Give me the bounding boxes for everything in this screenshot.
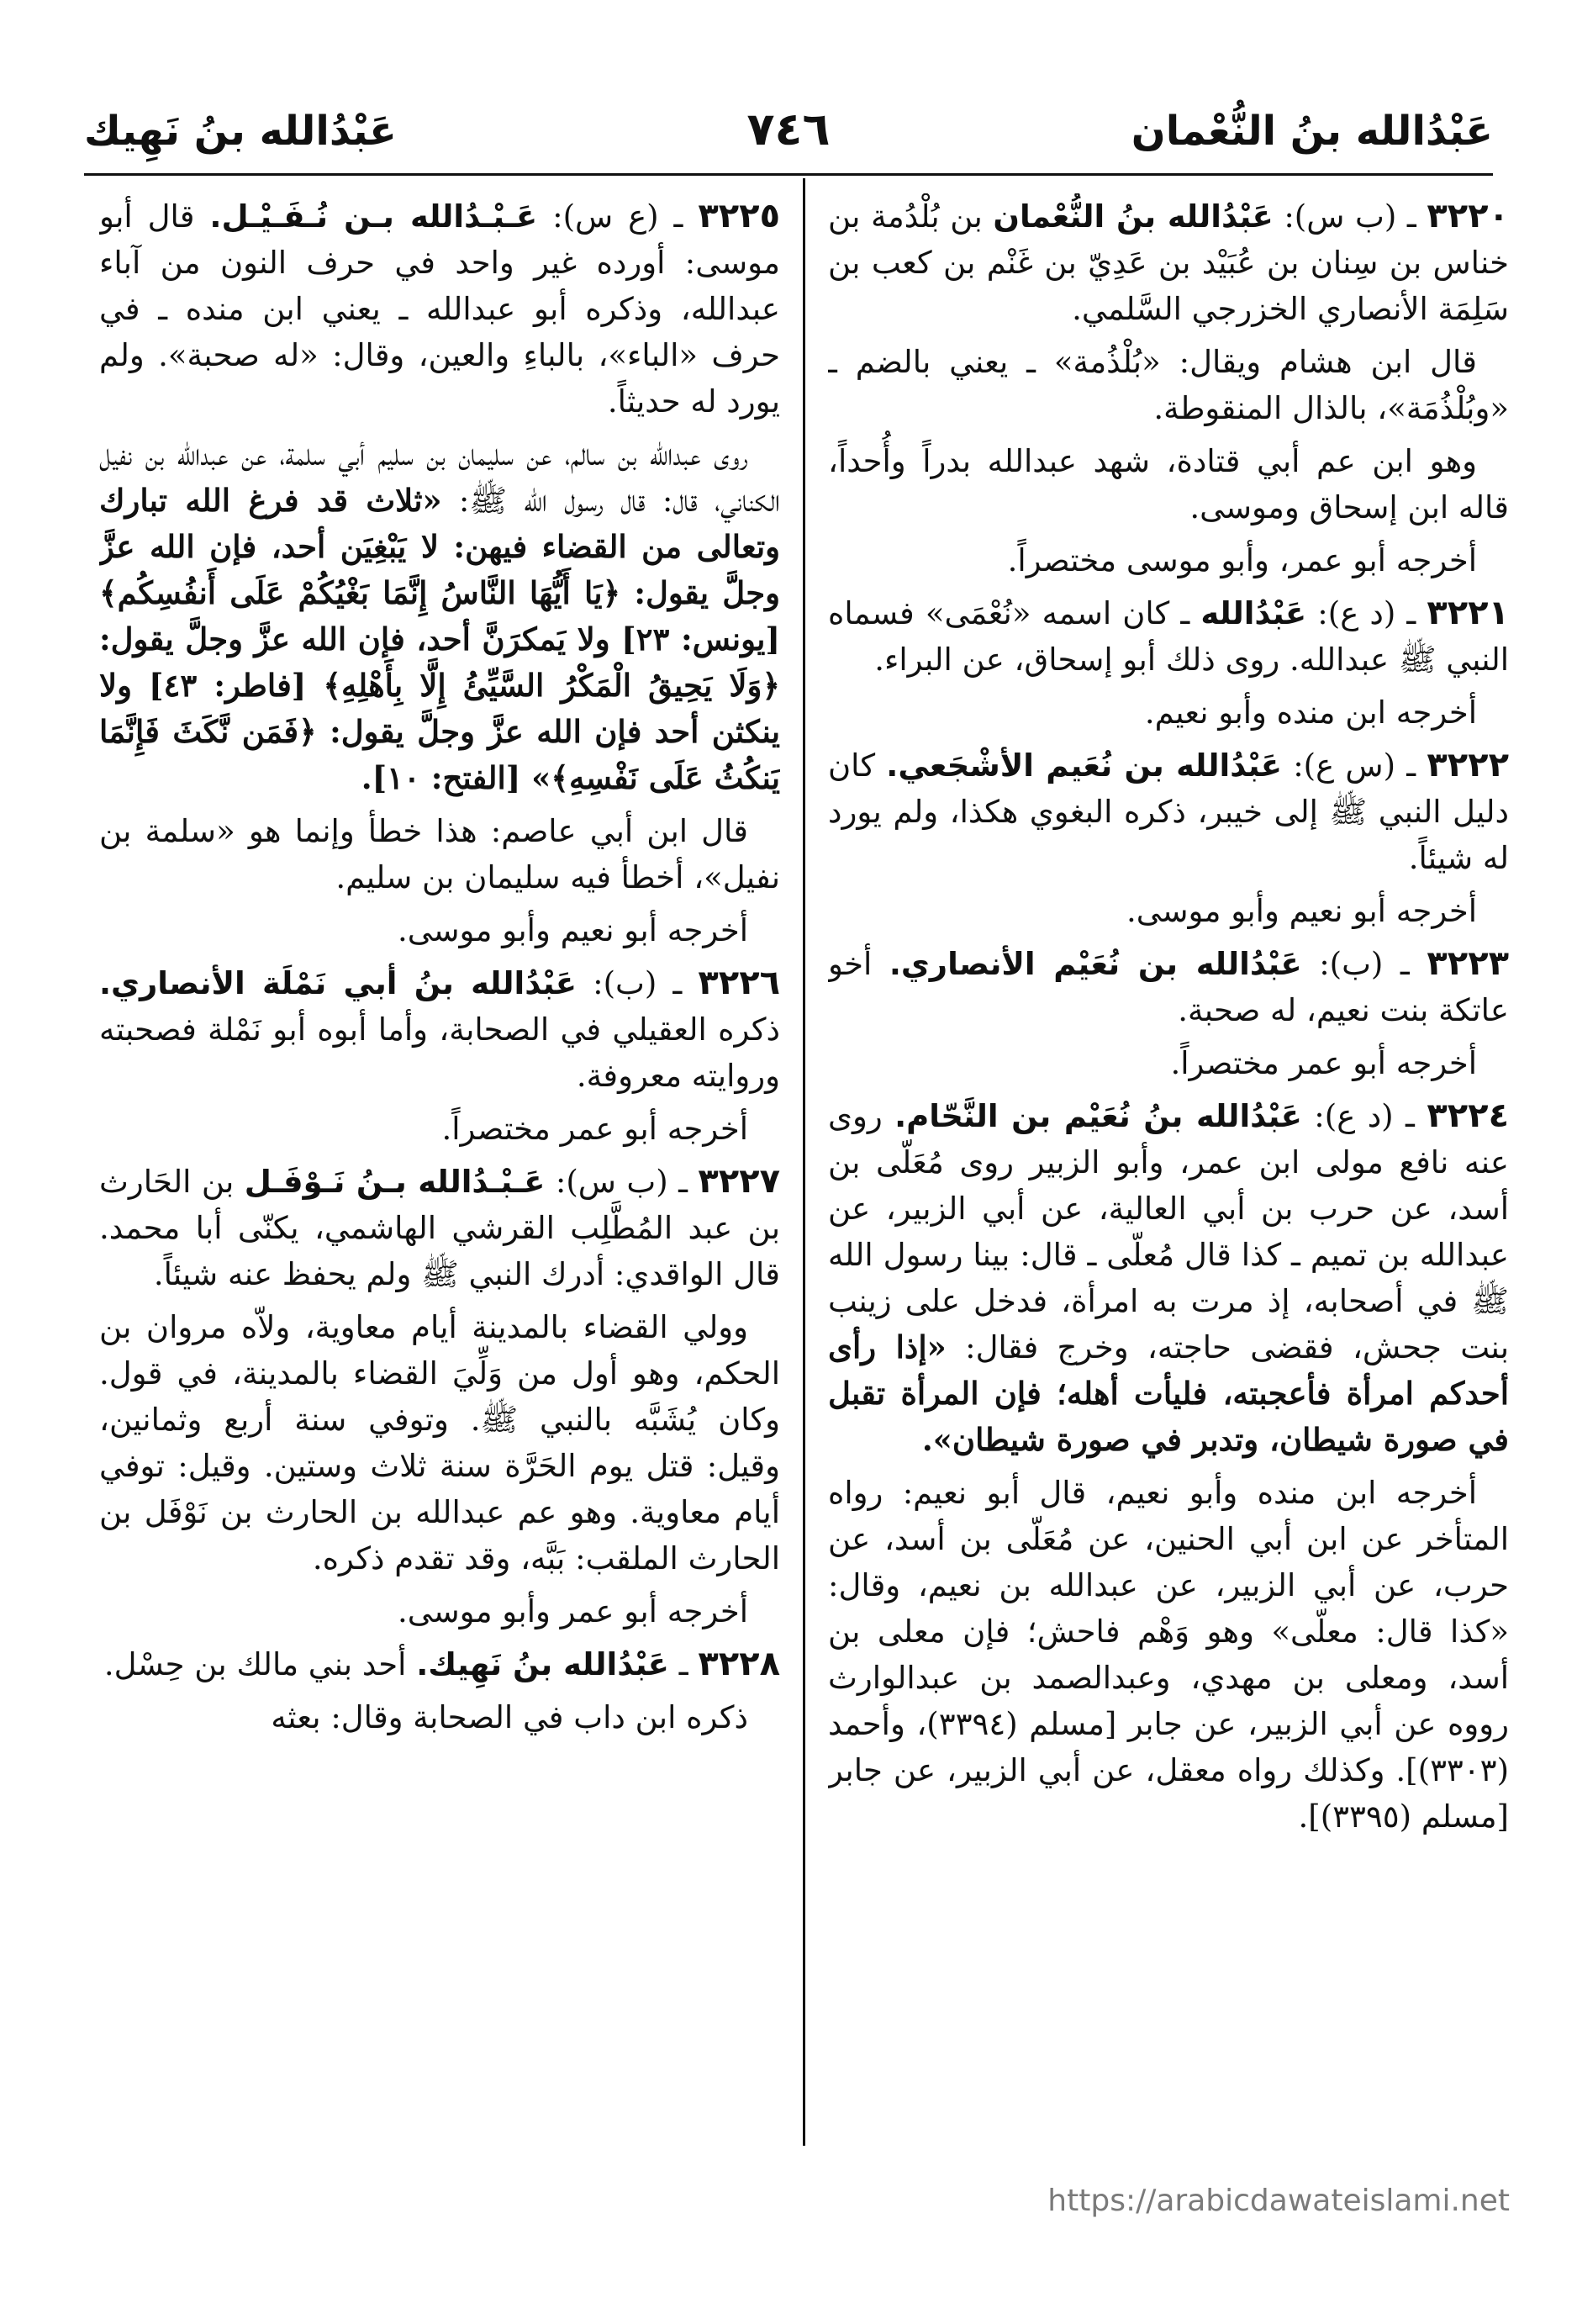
left-column (99, 193, 780, 2136)
running-title-left: عَبْدُالله بنُ نَهِيك (84, 108, 397, 155)
entry-tag: ـ (د ع): (1306, 595, 1427, 631)
entry-name: عَبْدُالله بنُ نُعَيْم بن النَّحّام. (894, 1098, 1302, 1134)
paragraph: أخرجه ابن منده وأبو نعيم، قال أبو نعيم: رواه المتأخر عن ابن أبي الحنين، عن مُعَلّى بن أسد، عن حرب، عن أبي الزبير، عن عبدالله بن نعيم، وقال: «كذا قال: معلّى» وهو وَهْم فاحش؛ فإن معلى بن أسد، ومعلى بن مهدي، وعبدالصمد بن عبدالوارث رووه عن أبي الزبير، عن جابر [مسلم (٣٣٩٤)، وأحمد (٣٣٠٣)]. وكذلك رواه معقل، عن أبي الزبير، عن جابر [مسلم (٣٣٩٥)]. (828, 1475, 1509, 1835)
entry-3224 (828, 1093, 1509, 1463)
paragraph-text: روى عبدالله بن سالم، عن سليمان بن سليم أبي سلمة، عن عبدالله بن نفيل الكناني، قال: قال رسول الله ﷺ: (99, 436, 780, 519)
entry-text: أخو عاتكة بنت نعيم، له صحبة. (828, 946, 1509, 1028)
entry-3225 (99, 193, 780, 425)
paragraph: قال ابن هشام ويقال: «بُلْذُمة» ـ يعني بالضم ـ «وبُلْذُمَة»، بالذال المنقوطة. (828, 344, 1509, 426)
paragraph (99, 431, 780, 801)
entry-number: ٣٢٢٣ (1427, 944, 1509, 983)
source-line: أخرجه أبو عمر وأبو موسى. (398, 1593, 748, 1629)
source-line: أخرجه أبو نعيم وأبو موسى. (1126, 893, 1477, 929)
paragraph: ذكره ابن داب في الصحابة وقال: بعثه (271, 1699, 748, 1735)
entry-tag: ـ (س ع): (1281, 747, 1427, 784)
entry-text: ـ كان اسمه «نُعْمَى» فسماه النبي ﷺ عبدالله. روى ذلك أبو إسحاق، عن البراء. (828, 595, 1509, 678)
entry-number: ٣٢٢١ (1427, 594, 1509, 632)
right-column (828, 193, 1509, 2136)
entry-name: عَـبْـدُالله بـن نُـفَـيْـل. (209, 198, 538, 235)
entry-name: عَبْدُالله بنُ نَهِيك. (416, 1646, 669, 1682)
entry-tag: ـ (ع س): (537, 198, 699, 235)
page-header (84, 99, 1493, 177)
entry-3227 (99, 1159, 780, 1297)
entry-tag: ـ (ب س): (545, 1164, 699, 1200)
entry-name: عَبْدُالله بن نُعَيم الأشْجَعي. (886, 747, 1282, 784)
entry-3221 (828, 590, 1509, 683)
column-divider (803, 178, 805, 2146)
entry-3228 (99, 1641, 780, 1688)
entry-number: ٣٢٢٥ (698, 197, 780, 235)
entry-3222 (828, 742, 1509, 881)
hadith-text: «ثلاث قد فرغ الله تبارك وتعالى من القضاء فيهن: لا يَبْغِيَن أحد، فإن الله عزَّ وجلَّ يقول: ﴿يَا أَيُّهَا النَّاسُ إِنَّمَا بَغْيُكُمْ عَلَى أَنفُسِكُم﴾ [يونس: ٢٣] ولا يَمكرَنَّ أحد، فإن الله عزَّ وجلَّ يقول: ﴿وَلَا يَحِيقُ الْمَكْرُ السَّيِّئُ إِلَّا بِأَهْلِهِ﴾ [فاطر: ٤٣] ولا ينكثن أحد فإن الله عزَّ وجلَّ يقول: ﴿فَمَن نَّكَثَ فَإِنَّمَا يَنكُثُ عَلَى نَفْسِهِ﴾» [الفتح: ١٠]. (99, 482, 780, 796)
entry-number: ٣٢٢٧ (698, 1162, 780, 1201)
entry-3220 (828, 193, 1509, 332)
entry-tag: ـ (ب س): (1273, 198, 1427, 235)
entry-text: روى عنه نافع مولى ابن عمر، وأبو الزبير روى مُعَلّى بن أسد، عن حرب بن أبي العالية، عن أبي الزبير، عن عبدالله بن تميم ـ كذا قال مُعلّى ـ قال: بينا رسول الله ﷺ في أصحابه، إذ مرت به امرأة، فدخل على زينب بنت جحش، فقضى حاجته، وخرج فقال: (828, 1098, 1509, 1365)
entry-text: أحد بني مالك بن حِسْل. (103, 1646, 417, 1682)
watermark-url: https://arabicdawateislami.net (1047, 2184, 1510, 2218)
entry-number: ٣٢٢٢ (1427, 746, 1509, 784)
entry-name: عَـبْـدُالله بـنُ نَـوْفَـل (244, 1164, 546, 1200)
running-title-right: عَبْدُالله بنُ النُّعْمان (1131, 108, 1493, 155)
entry-text: كان دليل النبي ﷺ إلى خيبر، ذكره البغوي هكذا، ولم يورد له شيئاً. (828, 747, 1509, 876)
page-number: ٧٤٦ (746, 103, 831, 156)
entry-tag: ـ (668, 1646, 699, 1682)
source-line: أخرجه أبو نعيم وأبو موسى. (397, 912, 748, 948)
entry-number: ٣٢٢٨ (698, 1645, 780, 1683)
paragraph: وولي القضاء بالمدينة أيام معاوية، ولاّه مروان بن الحكم، وهو أول من وَلِّيَ القضاء بالمدينة، في قول. وكان يُشَبَّه بالنبي ﷺ. وتوفي سنة أربع وثمانين، وقيل: قتل يوم الحَرَّة سنة ثلاث وستين. وقيل: توفي أيام معاوية. وهو عم عبدالله بن الحارث بن نَوْفَل بن الحارث الملقب: بَبَّه، وقد تقدم ذكره. (99, 1309, 780, 1577)
entry-text: ذكره العقيلي في الصحابة، وأما أبوه أبو نَمْلة فصحبته وروايته معروفة. (99, 1011, 780, 1094)
source-line: أخرجه أبو عمر مختصراً. (1170, 1045, 1477, 1081)
entry-tag: ـ (د ع): (1301, 1098, 1427, 1134)
entry-name: عَبْدُالله بن نُعَيْم الأنصاري. (889, 946, 1302, 982)
source-line: أخرجه أبو عمر مختصراً. (441, 1111, 748, 1147)
entry-number: ٣٢٢٤ (1427, 1096, 1509, 1135)
entry-tag: ـ (ب): (577, 965, 699, 1001)
entry-text: قال أبو موسى: أورده غير واحد في حرف النون من آباء عبدالله، وذكره أبو عبدالله ـ يعني ابن منده ـ في حرف «الباء»، بالباءِ والعين، وقال: «له صحبة». ولم يورد له حديثاً. (99, 198, 780, 420)
entry-number: ٣٢٢٦ (698, 964, 780, 1002)
entry-name: عَبْدُالله بنُ النُّعْمان (993, 198, 1274, 235)
paragraph: قال ابن أبي عاصم: هذا خطأ وإنما هو «سلمة بن نفيل»، أخطأ فيه سليمان بن سليم. (99, 813, 780, 895)
source-line: أخرجه ابن منده وأبو نعيم. (1144, 695, 1477, 731)
entry-text: بن الحَارث بن عبد المُطَّلِب القرشي الهاشمي، يكنّى أبا محمد. قال الواقدي: أدرك النبي ﷺ ولم يحفظ عنه شيئاً. (99, 1164, 780, 1292)
entry-name: عَبْدُالله (1200, 595, 1307, 631)
entry-3223 (828, 941, 1509, 1033)
entry-name: عَبْدُالله بنُ أبي نَمْلَة الأنصاري. (99, 965, 577, 1001)
entry-tag: ـ (ب): (1301, 946, 1427, 982)
hadith-text: «إذا رأى أحدكم امرأة فأعجبته، فليأت أهله؛ فإن المرأة تقبل في صورة شيطان، وتدبر في صورة شيطان». (828, 1328, 1509, 1458)
entry-number: ٣٢٢٠ (1427, 197, 1509, 235)
header-rule (84, 173, 1493, 176)
paragraph: وهو ابن عم أبي قتادة، شهد عبدالله بدراً وأُحداً، قاله ابن إسحاق وموسى. (828, 443, 1509, 526)
entry-3226 (99, 960, 780, 1099)
source-line: أخرجه أبو عمر، وأبو موسى مختصراً. (1007, 542, 1477, 578)
entry-text: بن بُلْدُمة بن خناس بن سِنان بن عُبَيْد بن عَدِيّ بن غَنْم بن كعب بن سَلِمَة الأنصاري الخزرجي السَّلمي. (828, 198, 1509, 327)
